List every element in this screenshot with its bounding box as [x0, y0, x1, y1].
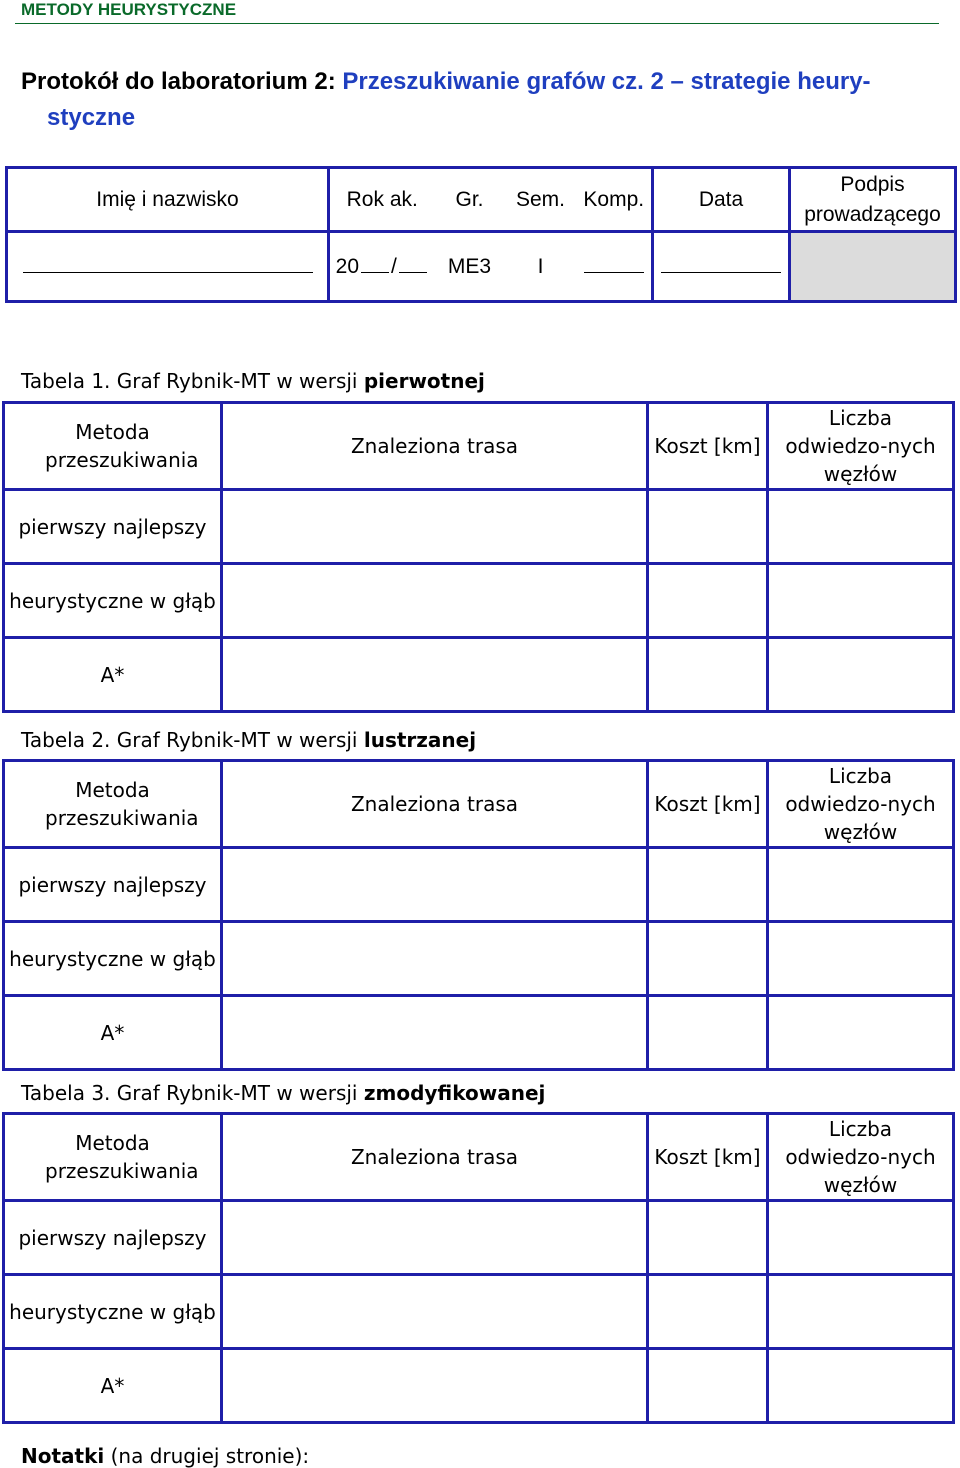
route-cell[interactable]	[222, 490, 648, 564]
row-label: heurystyczne w głąb	[4, 564, 222, 638]
results-table-3	[2, 1112, 955, 1424]
visited-cell[interactable]	[768, 564, 954, 638]
title-subtitle-line2: styczne	[47, 104, 136, 131]
cost-cell[interactable]	[648, 564, 768, 638]
col-route: Znaleziona trasa	[222, 403, 648, 490]
col-cost: Koszt [km]	[648, 403, 768, 490]
results-table-1	[2, 401, 955, 713]
table1-caption-bold: pierwotnej	[363, 369, 485, 393]
row-label: pierwszy najlepszy	[4, 490, 222, 564]
visited-cell[interactable]	[768, 1201, 954, 1275]
route-cell[interactable]	[222, 922, 648, 996]
year-header: Rok ak.	[329, 168, 435, 232]
route-cell[interactable]	[222, 1275, 648, 1349]
title-subtitle-line1: Przeszukiwanie grafów cz. 2 – strategie heury-	[342, 68, 871, 95]
visited-cell[interactable]	[768, 996, 954, 1070]
table2-caption-bold: lustrzanej	[363, 728, 477, 752]
table3-caption	[21, 1080, 545, 1106]
table1-caption-prefix: Tabela 1. Graf Rybnik-MT w wersji	[21, 369, 358, 393]
cost-cell[interactable]	[648, 996, 768, 1070]
results-table-2	[2, 759, 955, 1071]
col-route: Znaleziona trasa	[222, 1114, 648, 1201]
semester-header: Sem.	[505, 168, 577, 232]
name-header: Imię i nazwisko	[7, 168, 329, 232]
route-cell[interactable]	[222, 996, 648, 1070]
route-cell[interactable]	[222, 1201, 648, 1275]
row-label: A*	[4, 638, 222, 712]
col-method: Metoda przeszukiwania	[4, 761, 222, 848]
computer-field[interactable]	[577, 232, 653, 302]
col-visited: Liczba odwiedzo-nych węzłów	[768, 1114, 954, 1201]
year-prefix: 20	[335, 254, 359, 278]
document-title	[21, 64, 921, 136]
visited-cell[interactable]	[768, 1275, 954, 1349]
row-label: pierwszy najlepszy	[4, 848, 222, 922]
year-separator: /	[391, 254, 397, 278]
col-cost: Koszt [km]	[648, 761, 768, 848]
semester-field: I	[505, 232, 577, 302]
cost-cell[interactable]	[648, 1349, 768, 1423]
row-label: heurystyczne w głąb	[4, 1275, 222, 1349]
notes-label	[21, 1444, 309, 1468]
cost-cell[interactable]	[648, 848, 768, 922]
col-method: Metoda przeszukiwania	[4, 1114, 222, 1201]
cost-cell[interactable]	[648, 1275, 768, 1349]
date-blank	[661, 254, 781, 273]
table3-caption-bold: zmodyfikowanej	[363, 1081, 546, 1105]
title-prefix: Protokół do laboratorium 2:	[21, 68, 336, 95]
cost-cell[interactable]	[648, 490, 768, 564]
name-blank	[23, 254, 313, 273]
row-label: heurystyczne w głąb	[4, 922, 222, 996]
header-label: METODY HEURYSTYCZNE	[21, 0, 237, 19]
group-header: Gr.	[435, 168, 505, 232]
notes-bold: Notatki	[21, 1444, 105, 1468]
col-method: Metoda przeszukiwania	[4, 403, 222, 490]
date-header: Data	[653, 168, 790, 232]
visited-cell[interactable]	[768, 490, 954, 564]
visited-cell[interactable]	[768, 1349, 954, 1423]
route-cell[interactable]	[222, 638, 648, 712]
cost-cell[interactable]	[648, 1201, 768, 1275]
year-blank-1	[361, 254, 389, 273]
row-label: A*	[4, 1349, 222, 1423]
student-info-table	[5, 166, 957, 303]
row-label: A*	[4, 996, 222, 1070]
visited-cell[interactable]	[768, 922, 954, 996]
table2-caption-prefix: Tabela 2. Graf Rybnik-MT w wersji	[21, 728, 358, 752]
cost-cell[interactable]	[648, 922, 768, 996]
year-field[interactable]	[329, 232, 435, 302]
date-field[interactable]	[653, 232, 790, 302]
group-field: ME3	[435, 232, 505, 302]
route-cell[interactable]	[222, 1349, 648, 1423]
name-field[interactable]	[7, 232, 329, 302]
col-route: Znaleziona trasa	[222, 761, 648, 848]
notes-rest: (na drugiej stronie):	[110, 1444, 310, 1468]
visited-cell[interactable]	[768, 848, 954, 922]
table3-caption-prefix: Tabela 3. Graf Rybnik-MT w wersji	[21, 1081, 358, 1105]
visited-cell[interactable]	[768, 638, 954, 712]
computer-blank	[584, 254, 644, 273]
route-cell[interactable]	[222, 848, 648, 922]
cost-cell[interactable]	[648, 638, 768, 712]
header-rule	[15, 23, 939, 24]
signature-header: Podpis prowadzącego	[790, 168, 956, 232]
table1-caption	[21, 368, 485, 394]
year-blank-2	[399, 254, 427, 273]
table2-caption	[21, 727, 476, 753]
col-visited: Liczba odwiedzo-nych węzłów	[768, 761, 954, 848]
col-visited: Liczba odwiedzo-nych węzłów	[768, 403, 954, 490]
row-label: pierwszy najlepszy	[4, 1201, 222, 1275]
route-cell[interactable]	[222, 564, 648, 638]
signature-field	[790, 232, 956, 302]
col-cost: Koszt [km]	[648, 1114, 768, 1201]
computer-header: Komp.	[577, 168, 653, 232]
